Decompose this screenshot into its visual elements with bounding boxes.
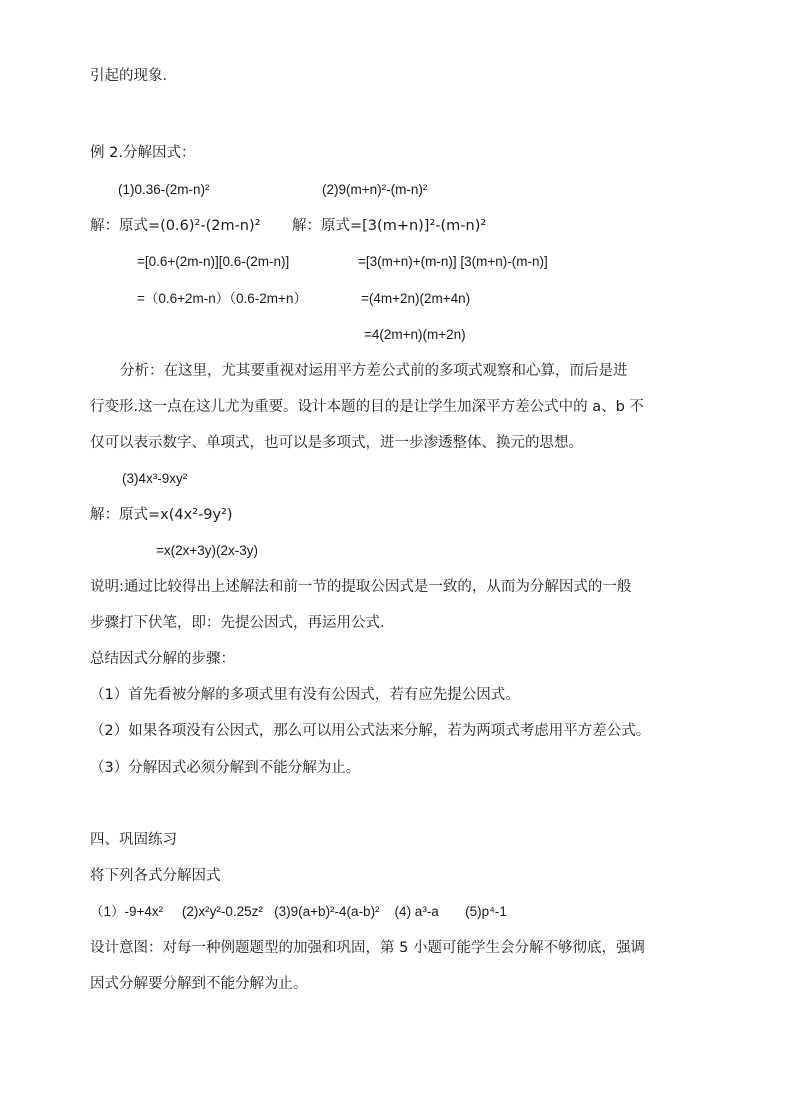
problem-1: (1)0.36-(2m-n)² xyxy=(118,182,210,197)
solution-2-line-1: 解：原式=[3(m+n)]²-(m-n)² xyxy=(292,218,487,234)
example-heading: 例 2.分解因式： xyxy=(90,145,196,161)
solution-2-line-4: =4(2m+n)(m+2n) xyxy=(364,327,466,342)
solution-2-line-2: =[3(m+n)+(m-n)] [3(m+n)-(m-n)] xyxy=(358,254,548,269)
solution-1-line-1: 解：原式=(0.6)²-(2m-n)² xyxy=(90,218,261,234)
solution-1-line-2: =[0.6+(2m-n)][0.6-(2m-n)] xyxy=(137,254,290,269)
exercise-list: （1）-9+4x² (2)x²y²-0.25z² (3)9(a+b)²-4(a-b)² (4) a³-a (5)p⁴-1 xyxy=(90,904,507,919)
summary-step-1: （1）首先看被分解的多项式里有没有公因式，若有应先提公因式。 xyxy=(90,687,520,703)
summary-step-3: （3）分解因式必须分解到不能分解为止。 xyxy=(90,760,361,776)
analysis-paragraph-line-3: 仅可以表示数字、单项式，也可以是多项式，进一步渗透整体、换元的思想。 xyxy=(90,435,583,451)
note-paragraph-line-1: 说明:通过比较得出上述解法和前一节的提取公因式是一致的，从而为分解因式的一般 xyxy=(90,579,632,595)
problem-2: (2)9(m+n)²-(m-n)² xyxy=(322,182,428,197)
text-line: 引起的现象. xyxy=(90,68,168,84)
summary-step-2: （2）如果各项没有公因式，那么可以用公式法来分解，若为两项式考虑用平方差公式。 xyxy=(90,723,651,739)
solution-3-line-1: 解：原式=x(4x²-9y²) xyxy=(90,507,233,523)
design-intent-line-1: 设计意图：对每一种例题题型的加强和巩固，第 5 小题可能学生会分解不够彻底，强调 xyxy=(90,940,645,956)
solution-2-line-3: =(4m+2n)(2m+4n) xyxy=(361,291,471,306)
note-paragraph-line-2: 步骤打下伏笔，即：先提公因式，再运用公式. xyxy=(90,615,385,631)
summary-heading: 总结因式分解的步骤： xyxy=(90,651,235,667)
problem-3: (3)4x³-9xy² xyxy=(122,471,188,486)
analysis-paragraph-line-1: 分析：在这里，尤其要重视对运用平方差公式前的多项式观察和心算，而后是进 xyxy=(120,363,628,379)
exercise-instruction: 将下列各式分解因式 xyxy=(90,868,221,884)
solution-3-line-2: =x(2x+3y)(2x-3y) xyxy=(156,543,259,558)
design-intent-line-2: 因式分解要分解到不能分解为止。 xyxy=(90,976,308,992)
analysis-paragraph-line-2: 行变形.这一点在这儿尤为重要。设计本题的目的是让学生加深平方差公式中的 a、b 不 xyxy=(90,399,644,415)
solution-1-line-3: =（0.6+2m-n）（0.6-2m+n） xyxy=(137,291,307,306)
section-heading: 四、巩固练习 xyxy=(90,832,177,848)
